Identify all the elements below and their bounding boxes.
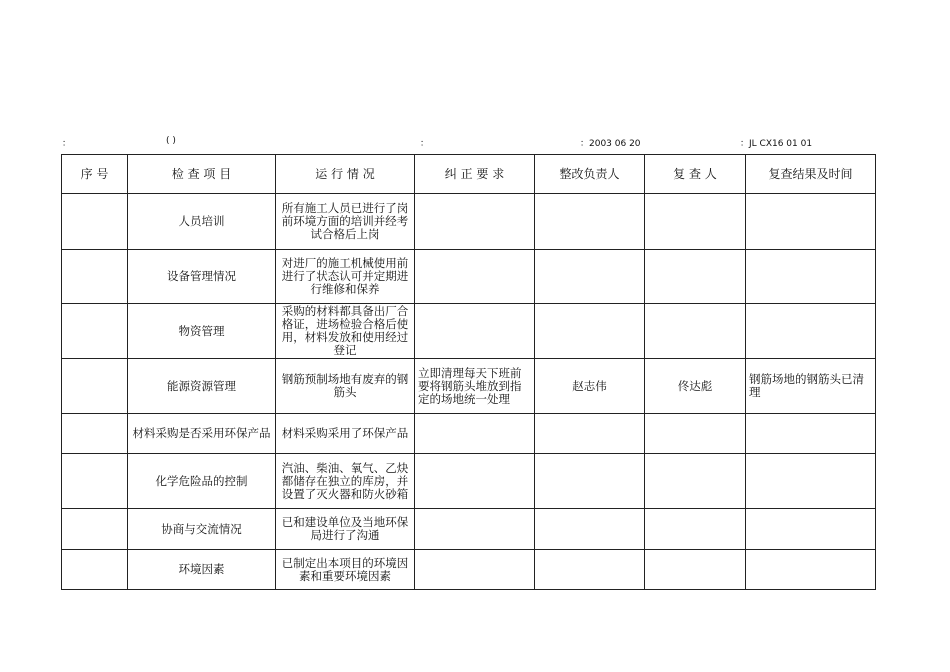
row-result: 钢筋场地的钢筋头已清理 xyxy=(746,359,876,414)
row-status: 所有施工人员已进行了岗前环境方面的培训并经考试合格后上岗 xyxy=(276,194,415,250)
header-requirement: 纠 正 要 求 xyxy=(415,155,535,194)
header-no: 序 号 xyxy=(62,155,128,194)
document-number: ：JL CX16 01 01 xyxy=(740,139,813,149)
row-requirement xyxy=(415,454,535,509)
header-item: 检 查 项 目 xyxy=(128,155,276,194)
row-owner xyxy=(535,454,645,509)
row-owner xyxy=(535,194,645,250)
row-no xyxy=(62,304,128,359)
table-row xyxy=(62,250,876,304)
row-owner: 赵志伟 xyxy=(535,359,645,414)
header-row xyxy=(62,155,876,194)
row-item: 设备管理情况 xyxy=(128,250,276,304)
row-requirement xyxy=(415,550,535,590)
inspection-table xyxy=(61,154,876,590)
row-result xyxy=(746,454,876,509)
project-name: ： xyxy=(62,139,72,149)
row-result xyxy=(746,509,876,550)
row-status: 钢筋预制场地有废弃的钢筋头 xyxy=(276,359,415,414)
row-owner xyxy=(535,304,645,359)
table-row xyxy=(62,304,876,359)
row-status: 已制定出本项目的环境因素和重要环境因素 xyxy=(276,550,415,590)
row-reviewer xyxy=(645,414,746,454)
row-owner xyxy=(535,250,645,304)
row-owner xyxy=(535,414,645,454)
row-reviewer xyxy=(645,250,746,304)
table-row xyxy=(62,359,876,414)
inspector-field: ： xyxy=(420,139,430,149)
header-result: 复查结果及时间 xyxy=(746,155,876,194)
row-no xyxy=(62,194,128,250)
row-no xyxy=(62,359,128,414)
row-item: 物资管理 xyxy=(128,304,276,359)
table-row xyxy=(62,194,876,250)
row-item: 化学危险品的控制 xyxy=(128,454,276,509)
row-requirement xyxy=(415,304,535,359)
row-no xyxy=(62,454,128,509)
row-requirement xyxy=(415,509,535,550)
inspection-date: ：2003 06 20 xyxy=(580,139,641,149)
table-row xyxy=(62,509,876,550)
row-reviewer xyxy=(645,454,746,509)
row-status: 材料采购采用了环保产品 xyxy=(276,414,415,454)
row-reviewer xyxy=(645,550,746,590)
row-reviewer xyxy=(645,194,746,250)
header-status: 运 行 情 况 xyxy=(276,155,415,194)
row-no xyxy=(62,550,128,590)
row-requirement: 立即清理每天下班前要将钢筋头堆放到指定的场地统一处理 xyxy=(415,359,535,414)
row-reviewer xyxy=(645,304,746,359)
row-no xyxy=(62,250,128,304)
row-status: 已和建设单位及当地环保局进行了沟通 xyxy=(276,509,415,550)
header-owner: 整改负责人 xyxy=(535,155,645,194)
row-result xyxy=(746,304,876,359)
table-row xyxy=(62,550,876,590)
row-result xyxy=(746,250,876,304)
row-owner xyxy=(535,550,645,590)
row-item: 能源资源管理 xyxy=(128,359,276,414)
row-item: 人员培训 xyxy=(128,194,276,250)
table-row xyxy=(62,454,876,509)
project-code: ( ) xyxy=(166,136,176,146)
page-title xyxy=(0,84,950,104)
row-result xyxy=(746,194,876,250)
row-owner xyxy=(535,509,645,550)
row-status: 对进厂的施工机械使用前进行了状态认可并定期进行维修和保养 xyxy=(276,250,415,304)
row-result xyxy=(746,550,876,590)
row-no xyxy=(62,414,128,454)
row-requirement xyxy=(415,194,535,250)
table-row xyxy=(62,414,876,454)
row-item: 环境因素 xyxy=(128,550,276,590)
row-item: 材料采购是否采用环保产品 xyxy=(128,414,276,454)
row-result xyxy=(746,414,876,454)
row-item: 协商与交流情况 xyxy=(128,509,276,550)
row-status: 采购的材料都具备出厂合格证，进场检验合格后使用，材料发放和使用经过登记 xyxy=(276,304,415,359)
row-requirement xyxy=(415,250,535,304)
row-status: 汽油、柴油、氧气、乙炔都储存在独立的库房，并设置了灭火器和防火砂箱 xyxy=(276,454,415,509)
header-reviewer: 复 查 人 xyxy=(645,155,746,194)
row-no xyxy=(62,509,128,550)
row-reviewer: 佟达彪 xyxy=(645,359,746,414)
row-reviewer xyxy=(645,509,746,550)
row-requirement xyxy=(415,414,535,454)
